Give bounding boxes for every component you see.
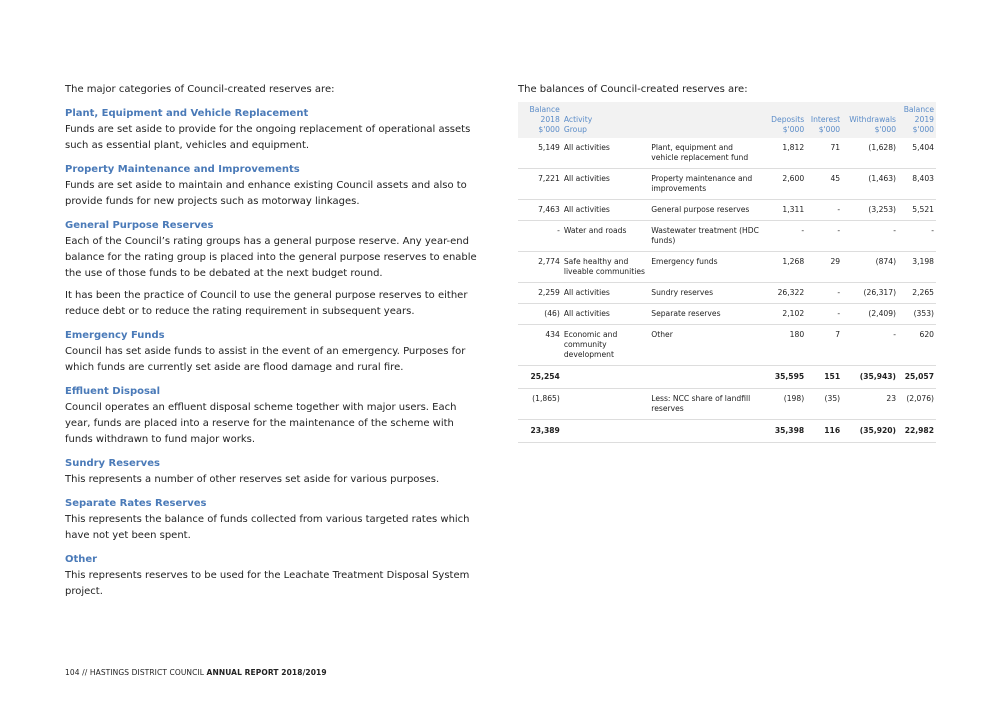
header-deposits: Deposits $'000 (762, 102, 806, 138)
category-paragraph: This represents a number of other reserves set aside for various purposes. (65, 474, 440, 485)
cell-withdrawals: (1,463) (842, 169, 898, 200)
category-item (65, 162, 480, 210)
category-body (65, 344, 480, 376)
total-withdrawals: (35,920) (842, 420, 898, 443)
cell-bal2019: 5,521 (898, 200, 936, 221)
category-paragraph: This represents reserves to be used for the Leachate Treatment Disposal System project. (65, 570, 470, 597)
cell-bal2018: 2,774 (518, 252, 562, 283)
cell-activity: All activities (562, 138, 649, 169)
subtotal-deposits: 35,595 (762, 366, 806, 389)
cell-bal2018: 434 (518, 325, 562, 366)
reserves-table (518, 102, 936, 443)
cell-reserve: Sundry reserves (649, 283, 762, 304)
cell-bal2019: 5,404 (898, 138, 936, 169)
category-title: Plant, Equipment and Vehicle Replacement (65, 108, 309, 119)
subtotal-withdrawals: (35,943) (842, 366, 898, 389)
category-body (65, 178, 480, 210)
cell-reserve: General purpose reserves (649, 200, 762, 221)
table-header-row (518, 102, 936, 138)
less-reserve: Less: NCC share of landfill reserves (649, 389, 762, 420)
header-balance-2018: Balance 2018 $'000 (518, 102, 562, 138)
header-balance-2019: Balance 2019 $'000 (898, 102, 936, 138)
footer-report: ANNUAL REPORT 2018/2019 (206, 668, 327, 677)
category-title: Emergency Funds (65, 330, 165, 341)
subtotal-row (518, 366, 936, 389)
category-body (65, 568, 480, 600)
cell-bal2019: 3,198 (898, 252, 936, 283)
table-row (518, 325, 936, 366)
table-row (518, 138, 936, 169)
cell-withdrawals: (3,253) (842, 200, 898, 221)
cell-interest: - (806, 221, 842, 252)
subtotal-bal2018: 25,254 (518, 366, 562, 389)
cell-deposits: 26,322 (762, 283, 806, 304)
cell-deposits: 1,812 (762, 138, 806, 169)
category-title: Sundry Reserves (65, 458, 160, 469)
header-interest: Interest $'000 (806, 102, 842, 138)
category-body (65, 512, 480, 544)
table-row (518, 169, 936, 200)
cell-bal2019: - (898, 221, 936, 252)
cell-withdrawals: - (842, 325, 898, 366)
category-item (65, 218, 480, 320)
cell-deposits: 2,102 (762, 304, 806, 325)
cell-withdrawals: (874) (842, 252, 898, 283)
category-item (65, 496, 480, 544)
category-item (65, 106, 480, 154)
cell-deposits: 2,600 (762, 169, 806, 200)
total-deposits: 35,398 (762, 420, 806, 443)
cell-withdrawals: - (842, 221, 898, 252)
header-reserve (649, 102, 762, 138)
cell-reserve: Property maintenance and improvements (649, 169, 762, 200)
cell-deposits: 180 (762, 325, 806, 366)
less-interest: (35) (806, 389, 842, 420)
cell-bal2018: 7,463 (518, 200, 562, 221)
reserve-categories-section (65, 82, 480, 608)
category-title: Property Maintenance and Improvements (65, 164, 300, 175)
table-body (518, 138, 936, 366)
total-interest: 116 (806, 420, 842, 443)
cell-reserve: Plant, equipment and vehicle replacement fund (649, 138, 762, 169)
cell-bal2019: (353) (898, 304, 936, 325)
cell-activity: All activities (562, 283, 649, 304)
category-item (65, 552, 480, 600)
cell-interest: - (806, 304, 842, 325)
category-paragraph: Each of the Council’s rating groups has a general purpose reserve. Any year-end balance for the rating group is placed into the general purpose reserves to enable the use of those funds to be debated at the next budget round. (65, 236, 477, 279)
less-deposits: (198) (762, 389, 806, 420)
cell-bal2018: 5,149 (518, 138, 562, 169)
reserve-balances-section (518, 82, 936, 443)
cell-interest: 71 (806, 138, 842, 169)
category-title: Other (65, 554, 98, 565)
categories-intro: The major categories of Council-created reserves are: (65, 84, 335, 95)
less-row (518, 389, 936, 420)
cell-interest: 7 (806, 325, 842, 366)
cell-bal2018: 2,259 (518, 283, 562, 304)
table-row (518, 283, 936, 304)
header-activity-group: Activity Group (562, 102, 649, 138)
cell-bal2018: 7,221 (518, 169, 562, 200)
less-bal2019: (2,076) (898, 389, 936, 420)
footer-org: HASTINGS DISTRICT COUNCIL (89, 668, 205, 677)
cell-deposits: - (762, 221, 806, 252)
cell-activity: All activities (562, 304, 649, 325)
cell-withdrawals: (26,317) (842, 283, 898, 304)
category-body (65, 400, 480, 448)
total-bal2018: 23,389 (518, 420, 562, 443)
category-paragraph: This represents the balance of funds collected from various targeted rates which have not yet been spent. (65, 514, 470, 541)
category-paragraph: Funds are set aside to maintain and enhance existing Council assets and also to provide funds for new projects such as motorway linkages. (65, 180, 467, 207)
subtotal-interest: 151 (806, 366, 842, 389)
cell-bal2019: 2,265 (898, 283, 936, 304)
balances-title: The balances of Council-created reserves are: (518, 84, 748, 95)
category-paragraph: It has been the practice of Council to use the general purpose reserves to either reduce debt or to reduce the rating requirement in subsequent years. (65, 290, 468, 317)
cell-deposits: 1,311 (762, 200, 806, 221)
category-body (65, 472, 480, 488)
table-totals (518, 366, 936, 443)
category-body (65, 234, 480, 320)
category-item (65, 328, 480, 376)
category-paragraph: Council has set aside funds to assist in the event of an emergency. Purposes for which funds are currently set aside are flood damage and rural fire. (65, 346, 466, 373)
cell-deposits: 1,268 (762, 252, 806, 283)
page-footer (65, 668, 327, 677)
category-item (65, 384, 480, 448)
cell-interest: - (806, 200, 842, 221)
total-row (518, 420, 936, 443)
cell-withdrawals: (1,628) (842, 138, 898, 169)
category-list (65, 106, 480, 600)
cell-bal2018: (46) (518, 304, 562, 325)
category-item (65, 456, 480, 488)
less-withdrawals: 23 (842, 389, 898, 420)
cell-reserve: Other (649, 325, 762, 366)
cell-reserve: Wastewater treatment (HDC funds) (649, 221, 762, 252)
cell-activity: Safe healthy and liveable communities (562, 252, 649, 283)
cell-bal2019: 620 (898, 325, 936, 366)
category-title: Effluent Disposal (65, 386, 161, 397)
less-bal2018: (1,865) (518, 389, 562, 420)
subtotal-bal2019: 25,057 (898, 366, 936, 389)
cell-interest: 29 (806, 252, 842, 283)
cell-withdrawals: (2,409) (842, 304, 898, 325)
cell-reserve: Emergency funds (649, 252, 762, 283)
category-paragraph: Funds are set aside to provide for the ongoing replacement of operational assets such as essential plant, vehicles and equipment. (65, 124, 471, 151)
cell-activity: All activities (562, 200, 649, 221)
category-paragraph: Council operates an effluent disposal scheme together with major users. Each year, funds are placed into a reserve for the maintenance of the scheme with funds withdrawn to fund major works. (65, 402, 457, 445)
cell-activity: All activities (562, 169, 649, 200)
category-title: Separate Rates Reserves (65, 498, 207, 509)
table-row (518, 200, 936, 221)
cell-interest: - (806, 283, 842, 304)
cell-bal2019: 8,403 (898, 169, 936, 200)
cell-interest: 45 (806, 169, 842, 200)
cell-bal2018: - (518, 221, 562, 252)
cell-activity: Water and roads (562, 221, 649, 252)
total-bal2019: 22,982 (898, 420, 936, 443)
page-number: 104 // (65, 668, 88, 677)
header-withdrawals: Withdrawals $'000 (842, 102, 898, 138)
cell-activity: Economic and community development (562, 325, 649, 366)
table-row (518, 304, 936, 325)
table-row (518, 221, 936, 252)
table-row (518, 252, 936, 283)
category-body (65, 122, 480, 154)
cell-reserve: Separate reserves (649, 304, 762, 325)
category-title: General Purpose Reserves (65, 220, 214, 231)
